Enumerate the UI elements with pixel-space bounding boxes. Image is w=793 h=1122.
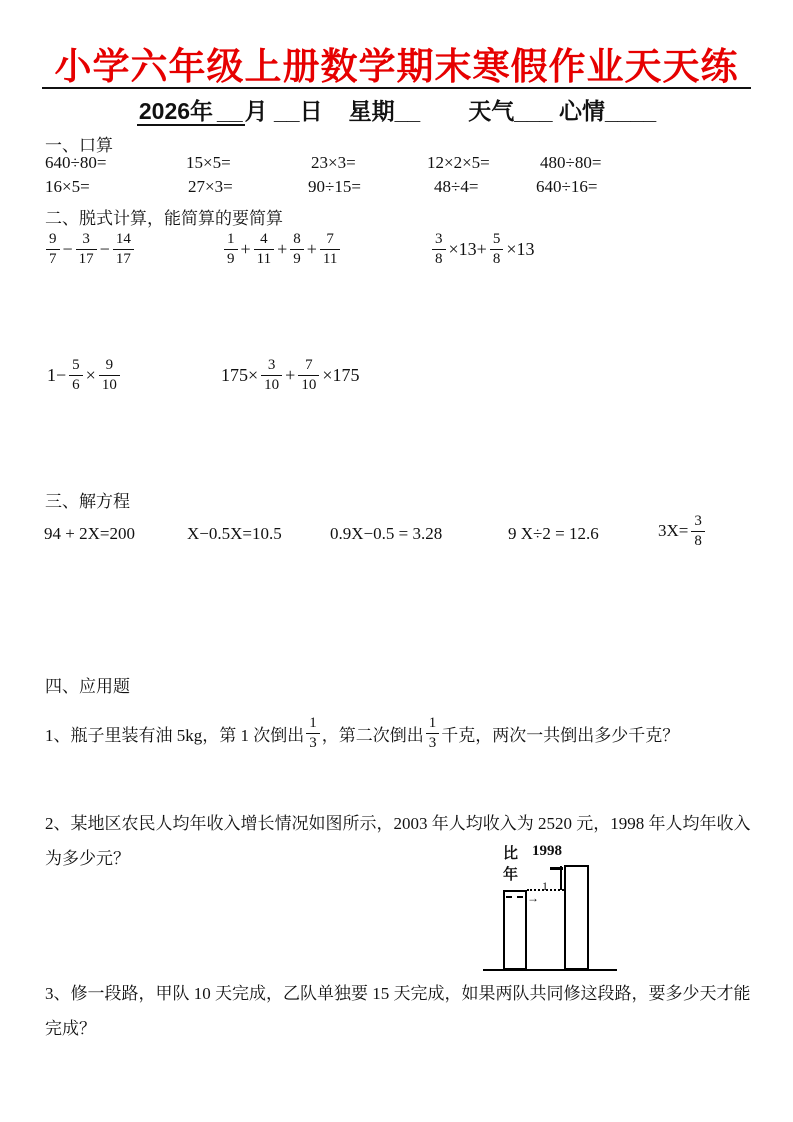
expression-text: 1− [47, 364, 67, 385]
figure-label-bi: 比 [503, 845, 519, 862]
expression-text: 3X= [658, 521, 689, 541]
bracket-tick-vertical [560, 866, 562, 890]
bar-2003 [564, 865, 589, 970]
date-blank-week: __ [394, 98, 421, 124]
fraction: $\frac{3}{8}$ [691, 512, 705, 551]
oral-item: 480÷80= [540, 153, 602, 172]
annotation-one: 1 [542, 879, 548, 893]
expression-text: 千克，两次一共倒出多少千克？ [441, 725, 680, 745]
fraction: $\frac{5}{6}$ [69, 356, 83, 395]
oral-item: 12×2×5= [427, 153, 490, 172]
oral-item: 48÷4= [434, 177, 479, 196]
date-blank-day: __ [274, 98, 300, 124]
equation-item [657, 512, 707, 551]
date-month-label: 月 [244, 98, 268, 124]
figure-axis-baseline [483, 969, 617, 971]
expression-text: + [277, 238, 288, 259]
section-heading-problems: 四、应用题 [45, 677, 130, 696]
expression-text: − [99, 238, 110, 259]
date-blank-month: __ [217, 98, 243, 124]
date-blank-weather: ___ [514, 98, 553, 124]
equation-item: 9 X÷2 = 12.6 [508, 524, 599, 543]
expression [220, 356, 360, 395]
expression-text: ×13+ [448, 238, 487, 259]
fraction: $\frac{8}{9}$ [290, 230, 304, 269]
section-heading-oral: 一、口算 [45, 136, 113, 155]
date-year: 2026年 [138, 98, 214, 124]
date-blank-mood: ____ [604, 98, 657, 124]
date-mood-label: 心情 [558, 98, 605, 124]
problem-3: 3、修一段路，甲队 10 天完成，乙队单独要 15 天完成，如果两队共同修这段路，要多少天才能完成？ [45, 984, 751, 1038]
fraction: $\frac{7}{10}$ [298, 356, 319, 395]
date-line [0, 93, 793, 126]
fraction: $\frac{3}{10}$ [261, 356, 282, 395]
expression [430, 230, 535, 269]
expression [222, 230, 342, 269]
fraction: $\frac{3}{8}$ [432, 230, 446, 269]
fraction: $\frac{5}{8}$ [490, 230, 504, 269]
section-heading-equations: 三、解方程 [45, 492, 130, 511]
fraction: $\frac{7}{11}$ [320, 230, 340, 269]
date-day-label: 日 [299, 98, 323, 124]
equation-item: 0.9X−0.5 = 3.28 [330, 524, 443, 543]
expression-text: ，第二次倒出 [321, 725, 424, 745]
figure-label-nian: 年 [503, 866, 519, 883]
fraction: $\frac{3}{17}$ [76, 230, 97, 269]
oral-item: 23×3= [311, 153, 356, 172]
expression-text: ×13 [506, 238, 535, 259]
fraction: $\frac{9}{10}$ [99, 356, 120, 395]
income-bar-figure [480, 840, 630, 978]
oral-item: 27×3= [188, 177, 233, 196]
oral-item: 16×5= [45, 177, 90, 196]
expression-text: 1、瓶子里装有油 5kg，第 1 次倒出 [45, 725, 305, 745]
fraction: $\frac{1}{9}$ [224, 230, 238, 269]
fraction: $\frac{1}{3}$ [306, 714, 320, 753]
date-week-label: 星期 [348, 98, 395, 124]
problem-1 [45, 714, 679, 753]
expression-text: ×175 [322, 364, 360, 385]
expression-text: + [306, 238, 317, 259]
fraction: $\frac{9}{7}$ [46, 230, 60, 269]
fraction: $\frac{1}{3}$ [426, 714, 440, 753]
expression-text: 175× [221, 364, 259, 385]
expression-text: × [85, 364, 96, 385]
oral-item: 640÷80= [45, 153, 107, 172]
expression-text: − [62, 238, 73, 259]
worksheet-title: 小学六年级上册数学期末寒假作业天天练 [54, 46, 739, 87]
equation-item: 94 + 2X=200 [44, 524, 135, 543]
bar-1998 [503, 890, 527, 970]
oral-item: 640÷16= [536, 177, 598, 196]
oral-item: 15×5= [186, 153, 231, 172]
expression [46, 356, 122, 395]
date-weather-label: 天气 [468, 98, 515, 124]
equation-item: X−0.5X=10.5 [187, 524, 282, 543]
problem-2: 2、某地区农民人均年收入增长情况如图所示，2003 年人均收入为 2520 元，1998 年人均年收入为多少元？ [45, 814, 751, 868]
expression-text: + [285, 364, 296, 385]
figure-label-1998: 1998 [532, 843, 562, 859]
expression-text: + [240, 238, 251, 259]
fraction: $\frac{4}{11}$ [254, 230, 274, 269]
fraction: $\frac{14}{17}$ [113, 230, 134, 269]
title-divider-line [42, 87, 751, 89]
arrow-right-icon: → [527, 891, 539, 905]
expression [44, 230, 136, 269]
section-heading-stepwise: 二、脱式计算，能简算的要简算 [45, 209, 283, 228]
bar-inner-dash-mark [506, 896, 523, 898]
oral-item: 90÷15= [308, 177, 361, 196]
